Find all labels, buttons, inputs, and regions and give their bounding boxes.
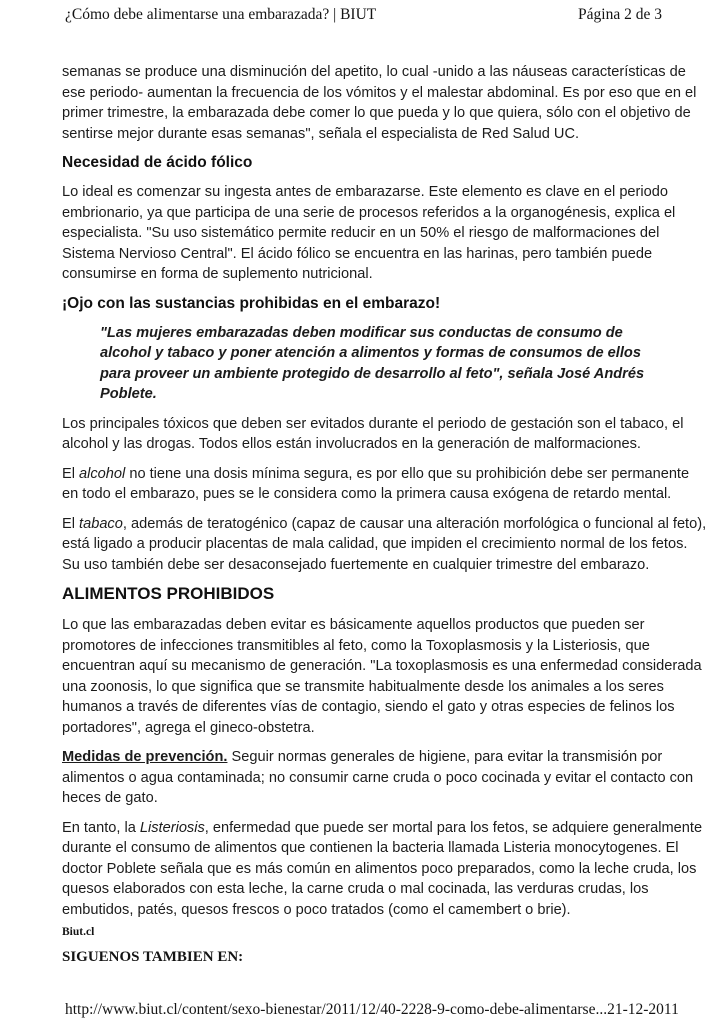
text-run: para proveer un ambiente protegido de desarrollo al feto", señala José Andrés: [100, 365, 645, 382]
heading-sustancias-prohibidas: ¡Ojo con las sustancias prohibidas en el embarazo!: [62, 294, 441, 312]
text-run: , además de teratogénico (capaz de causar una alteración morfológica o funcional al feto),: [122, 515, 707, 532]
text-line: [62, 900, 663, 921]
text-line: [62, 656, 702, 677]
text-line: [62, 103, 691, 124]
text-line: [100, 323, 663, 344]
text-run: alimentos o agua contaminada; no consumir carne cruda o poco cocinada y evitar el contacto con: [62, 769, 694, 786]
print-header: [65, 6, 662, 24]
text-run: Poblete.: [100, 386, 157, 402]
text-run: ese periodo- aumentan la frecuencia de los vómitos y el malestar abdominal. Es por eso que en el: [62, 84, 697, 101]
text-line: [62, 182, 668, 203]
article-body: [62, 62, 707, 966]
header-page-indicator: Página 2 de 3: [578, 6, 662, 23]
paragraph-principales-toxicos: [62, 414, 684, 455]
text-line: [62, 414, 684, 435]
text-line: [62, 555, 663, 576]
text-run: El: [62, 465, 80, 482]
footer-date: 21-12-2011: [607, 1001, 679, 1018]
text-line: [100, 364, 663, 385]
paragraph-medidas-prevencion: [62, 747, 694, 809]
text-run: no tiene una dosis mínima segura, es por ello que su prohibición debe ser permanente: [125, 465, 690, 482]
text-line: [62, 879, 663, 900]
paragraph-appetite-continuation: [62, 62, 697, 144]
heading-alimentos-prohibidos: ALIMENTOS PROHIBIDOS: [62, 584, 275, 603]
text-line: [62, 244, 663, 265]
text-run: en todo el embarazo, pues se le considera como la primera causa exógena de retardo mental.: [62, 486, 672, 502]
text-line: [62, 788, 663, 809]
text-line: [62, 464, 690, 485]
italic-text: alcohol: [79, 465, 126, 482]
text-run: "Las mujeres embarazadas deben modificar sus conductas de consumo de: [100, 324, 623, 341]
text-run: Lo que las embarazadas deben evitar es básicamente aquellos productos que pueden ser: [62, 617, 645, 633]
text-line: [62, 534, 688, 555]
text-run: Su uso también debe ser desaconsejado fuertemente en cualquier trimestre del embarazo.: [62, 556, 650, 573]
text-run: embutidos, patés, quesos frescos o poco tratados (como el camembert o brie).: [62, 901, 571, 918]
heading-acido-folico: Necesidad de ácido fólico: [62, 154, 253, 171]
text-run: sentirse mejor durante esas semanas", señala el especialista de Red Salud UC.: [62, 125, 580, 142]
text-line: [62, 768, 694, 789]
text-line: [62, 615, 663, 636]
text-line: [62, 636, 663, 657]
text-line: [62, 434, 663, 455]
text-run: promotores de infecciones transmitibles al feto, como la Toxoplasmosis y la Listeriosis, que: [62, 637, 650, 654]
text-line: [62, 677, 663, 698]
follow-us-label: SIGUENOS TAMBIEN EN:: [62, 949, 244, 965]
header-title: ¿Cómo debe alimentarse una embarazada? | BIUT: [65, 6, 377, 23]
text-line: [100, 384, 663, 405]
text-run: alcohol y las drogas. Todos ellos están involucrados en la generación de malformaciones.: [62, 436, 641, 452]
text-line: [62, 83, 697, 104]
paragraph-acido-folico: [62, 182, 676, 285]
text-line: [62, 859, 697, 880]
text-line: [62, 203, 676, 224]
text-run: Sistema Nervioso Central". El ácido fólico se encuentra en las harinas, pero también puede: [62, 245, 653, 262]
text-run: durante el consumo de alimentos que contienen la bacteria llamada Listeria monocytogenes. El: [62, 840, 679, 856]
text-run: encuentran aquí su mecanismo de generación. "La toxoplasmosis es una enfermedad considerada: [62, 658, 702, 674]
text-run: embrionario, ya que participa de una serie de procesos referidos a la organogénesis, explica el: [62, 204, 676, 221]
text-run: consumirse en forma de suplemento nutricional.: [62, 266, 373, 282]
footer-url: http://www.biut.cl/content/sexo-bienestar/2011/12/40-2228-9-como-debe-alimentarse...: [65, 1001, 608, 1018]
text-line: [62, 747, 663, 768]
text-line: [62, 838, 679, 859]
text-run: primer trimestre, la embarazada debe comer lo que pueda y lo que quiera, sólo con el objetivo de: [62, 105, 691, 121]
text-run: Seguir normas generales de higiene, para evitar la transmisión por: [227, 749, 663, 765]
text-run: , enfermedad que puede ser mortal para los fetos, se adquiere generalmente: [204, 819, 703, 836]
italic-text: Listeriosis: [139, 819, 205, 836]
paragraph-listeriosis: [62, 818, 703, 921]
text-run: Lo ideal es comenzar su ingesta antes de embarazarse. Este elemento es clave en el periodo: [62, 184, 668, 200]
source-mark-biut: Biut.cl: [62, 926, 95, 938]
text-run: El: [62, 515, 80, 532]
paragraph-alcohol: [62, 464, 690, 505]
quote-jose-andres-poblete: [100, 323, 663, 405]
text-run: heces de gato.: [62, 790, 158, 806]
text-run: especialista. "Su uso sistemático permite reducir en un 50% el riesgo de malformaciones del: [62, 225, 660, 241]
text-line: [62, 514, 707, 535]
text-run: Los principales tóxicos que deben ser evitados durante el periodo de gestación son el tabaco, el: [62, 415, 684, 432]
text-line: [62, 124, 663, 145]
print-footer: [65, 1001, 679, 1019]
text-line: [62, 718, 663, 739]
text-run: está ligado a producir placentas de mala calidad, que impiden el crecimiento normal de los fetos.: [62, 536, 688, 552]
paragraph-tabaco: [62, 514, 707, 576]
text-line: [62, 818, 703, 839]
text-run: quesos elaborados con esta leche, la carne cruda o mal cocinada, las verduras crudas, los: [62, 881, 649, 897]
paragraph-toxoplasmosis: [62, 615, 702, 738]
text-line: [62, 264, 663, 285]
text-run: una zoonosis, lo que significa que se transmite habitualmente desde los animales a los seres: [62, 678, 664, 695]
text-run: doctor Poblete señala que es más común en alimentos poco preparados, como la leche cruda, los: [62, 860, 697, 877]
text-line: [62, 62, 686, 83]
text-line: [62, 484, 672, 505]
text-run: portadores", agrega el gineco-obstetra.: [62, 719, 315, 736]
text-line: [62, 223, 663, 244]
text-line: [62, 697, 675, 718]
bold-underlined-text: Medidas de prevención.: [62, 749, 228, 765]
text-line: [100, 343, 663, 364]
text-run: semanas se produce una disminución del apetito, lo cual -unido a las náuseas características de: [62, 64, 686, 80]
italic-text: tabaco: [79, 515, 123, 532]
text-run: alcohol y tabaco y poner atención a alimentos y formas de consumos de ellos: [100, 345, 641, 361]
text-run: humanos a través de diferentes vías de contagio, siendo el gato y otras especies de felinos los: [62, 699, 675, 715]
text-run: En tanto, la: [62, 819, 140, 836]
